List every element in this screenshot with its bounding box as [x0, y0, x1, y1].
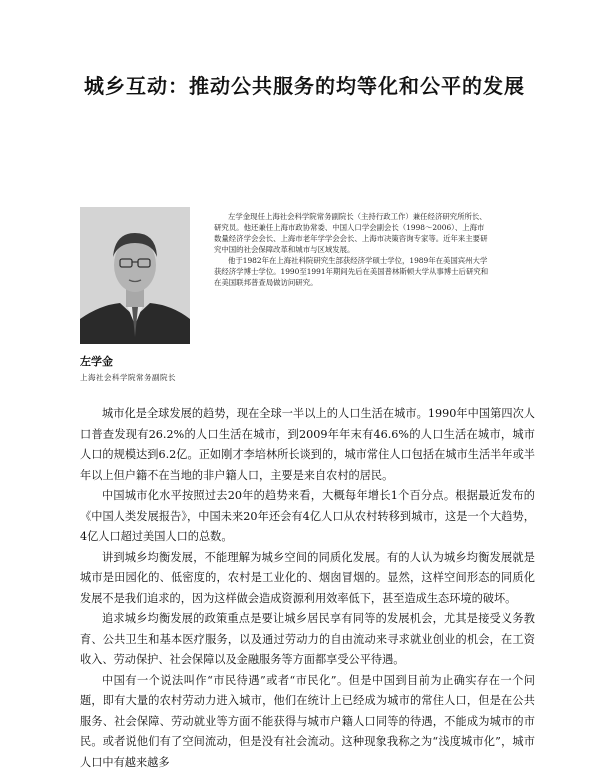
body-paragraph: 中国有一个说法叫作“市民待遇”或者“市民化”。但是中国到目前为止确实存在一个问题，即有大量的农村劳动力进入城市，他们在统计上已经成为城市的常住人口，但是在公共服务、社会保障、劳动就业等方面不能获得与城市户籍人口同等的待遇，不能成为城市的市民。或者说他们有了空间流动，但是没有社会流动。这种现象我称之为“浅度城市化”，城市人口中有越来越多 [80, 671, 535, 773]
bio-paragraph: 他于1982年在上海社科院研究生部获经济学硕士学位，1989年在美国宾州大学获经济学博士学位。1990至1991年期间先后在美国普林斯顿大学从事博士后研究和在美国联邦普查局做访问研究。 [214, 255, 490, 288]
body-paragraph: 讲到城乡均衡发展，不能理解为城乡空间的同质化发展。有的人认为城乡均衡发展就是城市是田园化的、低密度的，农村是工业化的、烟囱冒烟的。显然，这样空间形态的同质化发展不是我们追求的，因为这样做会造成资源利用效率低下，甚至造成生态环境的破坏。 [80, 548, 535, 610]
author-position: 上海社会科学院常务副院长 [80, 372, 176, 383]
article-title: 城乡互动：推动公共服务的均等化和公平的发展 [84, 70, 564, 99]
article-body [80, 404, 535, 773]
bio-paragraph: 左学金现任上海社会科学院常务副院长（主持行政工作）兼任经济研究所所长、研究员。他还兼任上海市政协常委、中国人口学会副会长（1998～2006）、上海市数量经济学会会长、上海市老年学学会会长、上海市决策咨询专家等。近年来主要研究中国的社会保障改革和城市与区域发展。 [214, 211, 490, 255]
body-paragraph: 中国城市化水平按照过去20年的趋势来看，大概每年增长1个百分点。根据最近发布的《中国人类发展报告》，中国未来20年还会有4亿人口从农村转移到城市，这是一个大趋势，4亿人口超过美国人口的总数。 [80, 486, 535, 548]
body-paragraph: 城市化是全球发展的趋势，现在全球一半以上的人口生活在城市。1990年中国第四次人口普查发现有26.2%的人口生活在城市，到2009年年末有46.6%的人口生活在城市，城市人口的规模达到6.2亿。正如刚才李培林所长谈到的，城市常住人口包括在城市生活半年或半年以上但户籍不在当地的非户籍人口，主要是来自农村的居民。 [80, 404, 535, 486]
author-name: 左学金 [80, 353, 113, 369]
author-photo [80, 207, 190, 344]
portrait-icon [80, 207, 190, 344]
author-bio [214, 211, 490, 288]
body-paragraph: 追求城乡均衡发展的政策重点是要让城乡居民享有同等的发展机会，尤其是接受义务教育、公共卫生和基本医疗服务，以及通过劳动力的自由流动来寻求就业创业的机会，在工资收入、劳动保护、社会保障以及金融服务等方面都享受公平待遇。 [80, 609, 535, 671]
